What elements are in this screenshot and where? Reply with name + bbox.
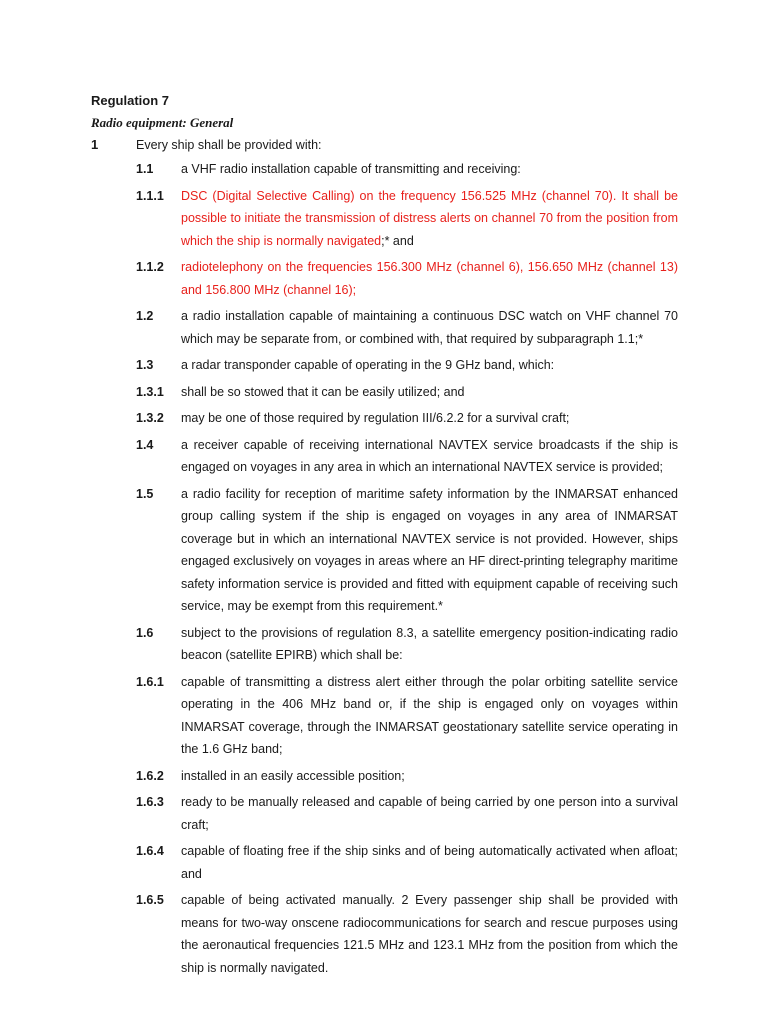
item-number: 1.6.5: [136, 893, 164, 907]
item-text: a radar transponder capable of operating in the 9 GHz band, which:: [181, 358, 555, 372]
list-item: [0, 889, 768, 979]
regulation-subtitle: Radio equipment: General: [91, 115, 234, 130]
item-text: capable of transmitting a distress alert either through the polar orbiting satellite service operating in the 406 MHz band or, if the ship is engaged only on voyages within INMARSAT coverage, through the INMARSAT geostationary satellite service operating in the 1.6 GHz band;: [181, 674, 678, 756]
item-text: shall be so stowed that it can be easily utilized; and: [181, 384, 465, 399]
item-number: 1.3: [136, 358, 154, 372]
item-number: 1.6: [136, 625, 154, 640]
item-text: a receiver capable of receiving international NAVTEX service broadcasts if the ship is engaged on voyages in any area in which an international NAVTEX service is provided;: [181, 437, 678, 474]
list-item: [0, 765, 768, 788]
paragraph-intro: Every ship shall be provided with:: [136, 138, 322, 152]
list-item: [0, 791, 768, 836]
list-item: [0, 622, 768, 667]
list-item: [0, 407, 768, 430]
item-text: DSC (Digital Selective Calling) on the frequency 156.525 MHz (channel 70). It shall be possible to initiate the transmission of distress alerts on channel 70 from the position from which the ship is normally navigated;* and: [181, 188, 678, 248]
item-number: 1.2: [136, 309, 154, 323]
list-item: [0, 354, 768, 377]
item-number: 1.6.3: [136, 795, 164, 809]
item-text: installed in an easily accessible position;: [181, 768, 405, 783]
item-list: [0, 158, 768, 983]
item-text: capable of floating free if the ship sinks and of being automatically activated when afloat; and: [181, 844, 678, 881]
highlighted-text: DSC (Digital Selective Calling) on the frequency 156.525 MHz (channel 70). It shall be possible to initiate the transmission of distress alerts on channel 70 from the position from which the ship is normally navigated: [181, 188, 678, 248]
list-item: [0, 483, 768, 618]
list-item: [0, 158, 768, 181]
list-item: [0, 381, 768, 404]
item-number: 1.3.1: [136, 384, 164, 399]
item-number: 1.1: [136, 162, 154, 176]
item-text: subject to the provisions of regulation 8.3, a satellite emergency position-indicating radio beacon (satellite EPIRB) which shall be:: [181, 625, 678, 662]
list-item: [0, 256, 768, 301]
item-text: a radio facility for reception of maritime safety information by the INMARSAT enhanced group calling system if the ship is engaged on voyages in any area of INMARSAT coverage but in which an international NAVTEX service is not provided. However, ships engaged exclusively on voyages in areas where an HF direct-printing telegraphy maritime safety information service is provided and fitted with equipment capable of receiving such service, may be exempt from this requirement.*: [181, 486, 678, 613]
list-item: [0, 185, 768, 253]
list-item: [0, 840, 768, 885]
item-number: 1.5: [136, 486, 154, 501]
item-text: [181, 256, 678, 301]
paragraph-number: 1: [91, 137, 99, 152]
regulation-title: Regulation 7: [91, 93, 170, 108]
list-item: [0, 671, 768, 761]
item-number: 1.6.2: [136, 768, 164, 783]
item-number: 1.6.4: [136, 844, 164, 858]
item-number: 1.6.1: [136, 674, 164, 689]
item-text: capable of being activated manually. 2 Every passenger ship shall be provided with means for two-way onscene radiocommunications for search and rescue purposes using the aeronautical frequencies 121.5 MHz and 123.1 MHz from the position from which the ship is normally navigated.: [181, 893, 678, 975]
item-number: 1.1.1: [136, 188, 164, 203]
item-number: 1.3.2: [136, 411, 164, 425]
list-item: [0, 434, 768, 479]
item-number: 1.1.2: [136, 260, 164, 274]
item-text: a radio installation capable of maintaining a continuous DSC watch on VHF channel 70 which may be separate from, or combined with, that required by subparagraph 1.1;*: [181, 309, 678, 346]
item-text: ready to be manually released and capable of being carried by one person into a survival craft;: [181, 795, 678, 832]
item-text: a VHF radio installation capable of transmitting and receiving:: [181, 162, 521, 176]
list-item: [0, 305, 768, 350]
item-number: 1.4: [136, 437, 154, 452]
item-text: may be one of those required by regulation III/6.2.2 for a survival craft;: [181, 411, 570, 425]
highlighted-text: radiotelephony on the frequencies 156.300 MHz (channel 6), 156.650 MHz (channel 13) and 156.800 MHz (channel 16);: [181, 260, 678, 297]
